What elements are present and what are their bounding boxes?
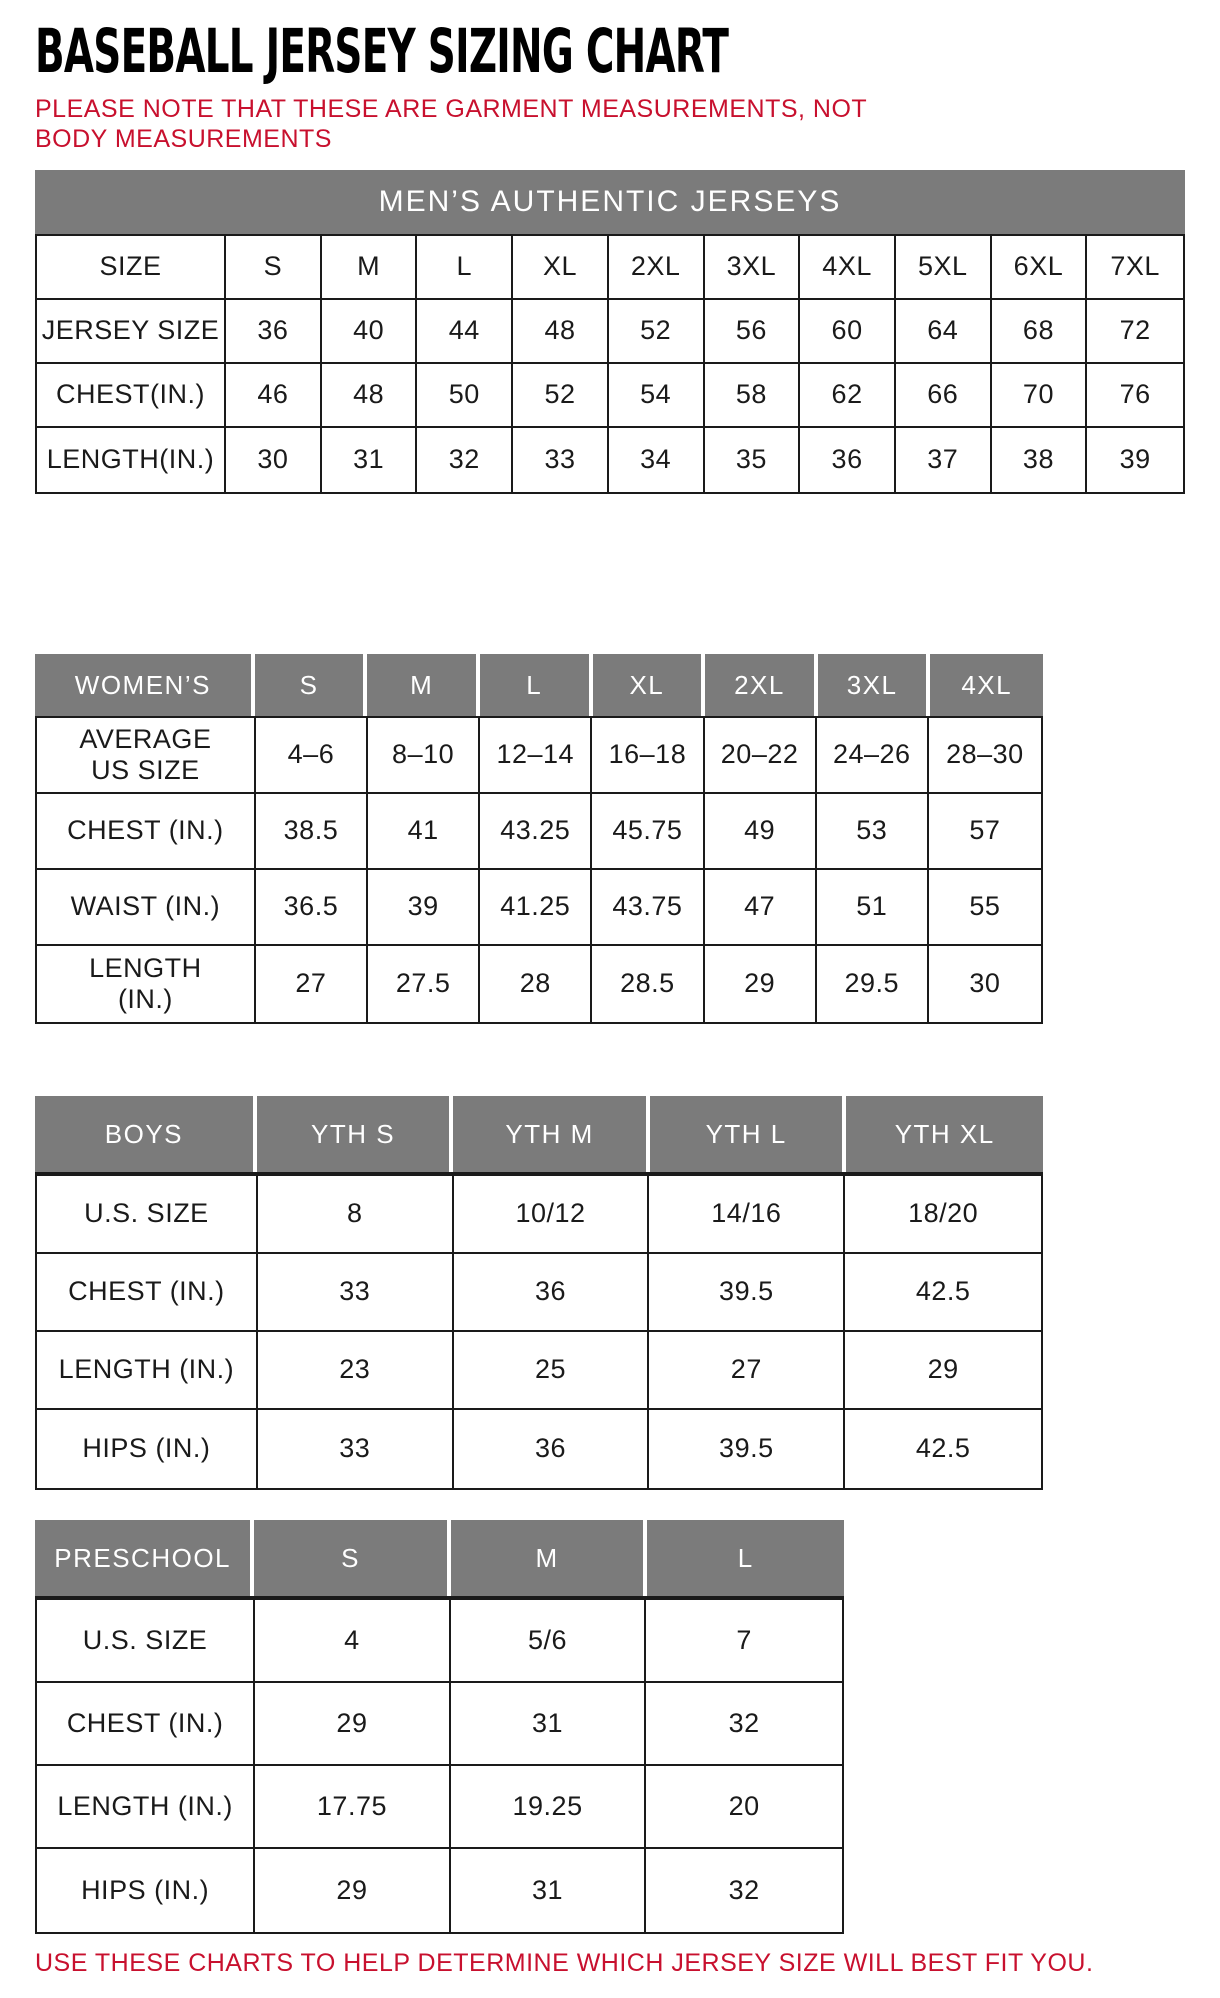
mens-value-cell: 54	[609, 364, 705, 428]
mens-value-cell: 35	[705, 428, 801, 492]
womens-value-cell: 27.5	[368, 946, 480, 1022]
mens-value-cell: 58	[705, 364, 801, 428]
boys-header-label: BOYS	[35, 1096, 257, 1172]
boys-value-cell: 33	[258, 1254, 454, 1332]
womens-value-cell: 55	[929, 870, 1041, 946]
mens-value-cell: 39	[1087, 428, 1183, 492]
boys-value-cell: 36	[454, 1254, 650, 1332]
preschool-value-cell: 17.75	[255, 1766, 451, 1849]
mens-value-cell: 52	[513, 364, 609, 428]
mens-value-cell: 44	[417, 300, 513, 364]
mens-value-cell: 36	[226, 300, 322, 364]
womens-sizing-table	[35, 654, 1043, 1024]
boys-value-cell: 39.5	[649, 1254, 845, 1332]
mens-value-cell: S	[226, 236, 322, 300]
mens-value-cell: 3XL	[705, 236, 801, 300]
footer-note: USE THESE CHARTS TO HELP DETERMINE WHICH JERSEY SIZE WILL BEST FIT YOU.	[35, 1949, 1094, 1977]
womens-column-header: XL	[593, 654, 706, 716]
preschool-value-cell: 29	[255, 1683, 451, 1766]
womens-value-cell: 43.75	[592, 870, 704, 946]
mens-value-cell: 50	[417, 364, 513, 428]
womens-row-label: LENGTH (IN.)	[37, 946, 256, 1022]
mens-authentic-jerseys-table	[35, 170, 1185, 494]
boys-value-cell: 27	[649, 1332, 845, 1410]
womens-column-header: 4XL	[930, 654, 1043, 716]
womens-value-cell: 27	[256, 946, 368, 1022]
boys-column-header: YTH XL	[846, 1096, 1043, 1172]
mens-value-cell: 40	[322, 300, 418, 364]
womens-value-cell: 36.5	[256, 870, 368, 946]
womens-value-cell: 12–14	[480, 718, 592, 794]
preschool-value-cell: 31	[451, 1849, 647, 1932]
womens-value-cell: 53	[817, 794, 929, 870]
womens-value-cell: 28.5	[592, 946, 704, 1022]
womens-value-cell: 4–6	[256, 718, 368, 794]
boys-value-cell: 23	[258, 1332, 454, 1410]
mens-value-cell: 66	[896, 364, 992, 428]
boys-column-header: YTH L	[650, 1096, 847, 1172]
womens-value-cell: 28–30	[929, 718, 1041, 794]
mens-value-cell: 37	[896, 428, 992, 492]
mens-value-cell: 34	[609, 428, 705, 492]
boys-header-row	[35, 1096, 1043, 1172]
mens-value-cell: XL	[513, 236, 609, 300]
mens-row-label: SIZE	[37, 236, 226, 300]
mens-value-cell: 32	[417, 428, 513, 492]
mens-value-cell: 4XL	[800, 236, 896, 300]
page-title	[35, 15, 1185, 87]
preschool-value-cell: 7	[646, 1600, 842, 1683]
boys-row-label: CHEST (IN.)	[37, 1254, 258, 1332]
womens-column-header: M	[367, 654, 480, 716]
mens-value-cell: 2XL	[609, 236, 705, 300]
mens-header-title: MEN’S AUTHENTIC JERSEYS	[35, 170, 1185, 234]
womens-value-cell: 24–26	[817, 718, 929, 794]
womens-value-cell: 30	[929, 946, 1041, 1022]
womens-header-row	[35, 654, 1043, 716]
mens-value-cell: 7XL	[1087, 236, 1183, 300]
womens-value-cell: 29.5	[817, 946, 929, 1022]
preschool-table-body	[35, 1596, 844, 1934]
mens-value-cell: 68	[992, 300, 1088, 364]
boys-row-label: U.S. SIZE	[37, 1176, 258, 1254]
womens-table-body	[35, 716, 1043, 1024]
boys-row-label: LENGTH (IN.)	[37, 1332, 258, 1410]
womens-column-header: L	[480, 654, 593, 716]
womens-value-cell: 57	[929, 794, 1041, 870]
preschool-value-cell: 4	[255, 1600, 451, 1683]
preschool-value-cell: 31	[451, 1683, 647, 1766]
preschool-column-header: L	[647, 1520, 844, 1596]
mens-value-cell: M	[322, 236, 418, 300]
garment-measurement-note: PLEASE NOTE THAT THESE ARE GARMENT MEASUREMENTS, NOT BODY MEASUREMENTS	[35, 95, 867, 153]
preschool-value-cell: 29	[255, 1849, 451, 1932]
mens-value-cell: 72	[1087, 300, 1183, 364]
mens-value-cell: 62	[800, 364, 896, 428]
mens-value-cell: L	[417, 236, 513, 300]
preschool-column-header: S	[254, 1520, 451, 1596]
boys-column-header: YTH S	[257, 1096, 454, 1172]
preschool-header-row	[35, 1520, 844, 1596]
boys-value-cell: 42.5	[845, 1410, 1041, 1488]
preschool-value-cell: 19.25	[451, 1766, 647, 1849]
boys-value-cell: 8	[258, 1176, 454, 1254]
mens-row-label: LENGTH(IN.)	[37, 428, 226, 492]
mens-value-cell: 33	[513, 428, 609, 492]
womens-row-label: CHEST (IN.)	[37, 794, 256, 870]
womens-value-cell: 47	[705, 870, 817, 946]
preschool-row-label: CHEST (IN.)	[37, 1683, 255, 1766]
preschool-column-header: M	[451, 1520, 648, 1596]
boys-column-header: YTH M	[453, 1096, 650, 1172]
boys-sizing-table	[35, 1096, 1043, 1490]
womens-column-header: 3XL	[818, 654, 931, 716]
boys-value-cell: 29	[845, 1332, 1041, 1410]
womens-row-label: AVERAGE US SIZE	[37, 718, 256, 794]
mens-value-cell: 36	[800, 428, 896, 492]
boys-value-cell: 10/12	[454, 1176, 650, 1254]
womens-value-cell: 28	[480, 946, 592, 1022]
mens-row-label: CHEST(IN.)	[37, 364, 226, 428]
boys-value-cell: 42.5	[845, 1254, 1041, 1332]
preschool-header-label: PRESCHOOL	[35, 1520, 254, 1596]
mens-value-cell: 38	[992, 428, 1088, 492]
womens-value-cell: 16–18	[592, 718, 704, 794]
womens-row-label: WAIST (IN.)	[37, 870, 256, 946]
boys-value-cell: 33	[258, 1410, 454, 1488]
preschool-row-label: U.S. SIZE	[37, 1600, 255, 1683]
mens-value-cell: 64	[896, 300, 992, 364]
womens-value-cell: 43.25	[480, 794, 592, 870]
preschool-row-label: HIPS (IN.)	[37, 1849, 255, 1932]
sizing-chart-page	[35, 15, 1185, 1978]
mens-value-cell: 46	[226, 364, 322, 428]
womens-value-cell: 39	[368, 870, 480, 946]
womens-value-cell: 29	[705, 946, 817, 1022]
mens-header-row	[35, 170, 1185, 234]
mens-value-cell: 31	[322, 428, 418, 492]
mens-value-cell: 70	[992, 364, 1088, 428]
womens-value-cell: 41	[368, 794, 480, 870]
womens-value-cell: 49	[705, 794, 817, 870]
mens-row-label: JERSEY SIZE	[37, 300, 226, 364]
boys-value-cell: 14/16	[649, 1176, 845, 1254]
mens-value-cell: 6XL	[992, 236, 1088, 300]
mens-value-cell: 5XL	[896, 236, 992, 300]
womens-column-header: S	[255, 654, 368, 716]
preschool-value-cell: 32	[646, 1849, 842, 1932]
mens-value-cell: 56	[705, 300, 801, 364]
womens-value-cell: 41.25	[480, 870, 592, 946]
preschool-value-cell: 20	[646, 1766, 842, 1849]
boys-value-cell: 39.5	[649, 1410, 845, 1488]
womens-value-cell: 8–10	[368, 718, 480, 794]
mens-value-cell: 60	[800, 300, 896, 364]
mens-table-body	[35, 234, 1185, 494]
womens-column-header: 2XL	[705, 654, 818, 716]
mens-value-cell: 48	[322, 364, 418, 428]
mens-value-cell: 48	[513, 300, 609, 364]
mens-value-cell: 30	[226, 428, 322, 492]
boys-value-cell: 18/20	[845, 1176, 1041, 1254]
boys-table-body	[35, 1172, 1043, 1490]
boys-row-label: HIPS (IN.)	[37, 1410, 258, 1488]
mens-value-cell: 52	[609, 300, 705, 364]
womens-value-cell: 38.5	[256, 794, 368, 870]
preschool-sizing-table	[35, 1520, 844, 1934]
preschool-value-cell: 5/6	[451, 1600, 647, 1683]
preschool-value-cell: 32	[646, 1683, 842, 1766]
womens-header-label: WOMEN’S	[35, 654, 255, 716]
womens-value-cell: 51	[817, 870, 929, 946]
mens-value-cell: 76	[1087, 364, 1183, 428]
womens-value-cell: 20–22	[705, 718, 817, 794]
boys-value-cell: 36	[454, 1410, 650, 1488]
boys-value-cell: 25	[454, 1332, 650, 1410]
preschool-row-label: LENGTH (IN.)	[37, 1766, 255, 1849]
page-title-text: BASEBALL JERSEY SIZING CHART	[35, 15, 729, 87]
womens-value-cell: 45.75	[592, 794, 704, 870]
